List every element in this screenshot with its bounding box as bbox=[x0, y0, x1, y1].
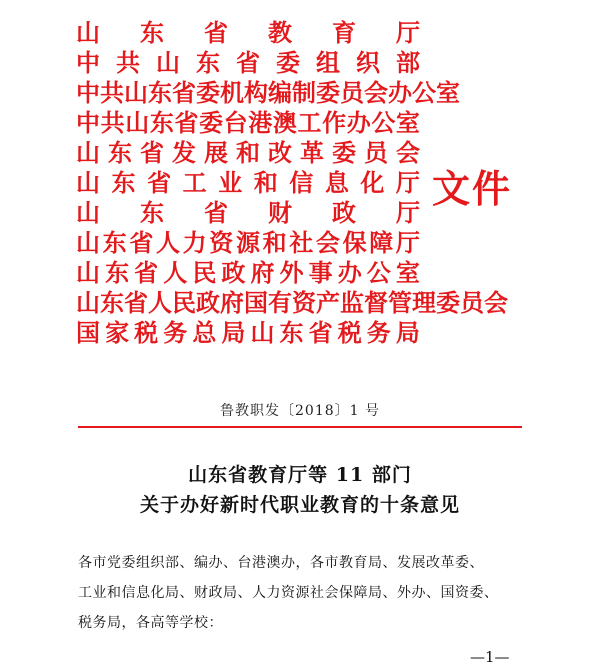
issuer-char: 省 bbox=[147, 168, 172, 197]
issuer-char: 山 bbox=[76, 198, 100, 227]
issuer-char: 山 bbox=[76, 138, 100, 167]
issuer-char: 管 bbox=[388, 288, 412, 317]
issuer-char: 东 bbox=[140, 198, 164, 227]
issuer-char: 东 bbox=[196, 48, 220, 77]
issuer-char: 改 bbox=[268, 138, 292, 167]
issuer-line bbox=[76, 48, 420, 78]
issuer-char: 会 bbox=[315, 228, 340, 257]
issuer-char: 山 bbox=[76, 18, 100, 47]
issuer-line bbox=[76, 198, 420, 228]
issuer-char: 办 bbox=[346, 108, 371, 137]
issuer-char: 事 bbox=[308, 258, 333, 287]
issuer-char: 总 bbox=[192, 318, 217, 347]
issuer-line bbox=[76, 168, 420, 198]
document-title-line-2: 关于办好新时代职业教育的十条意见 bbox=[139, 494, 460, 516]
issuer-char: 人 bbox=[148, 288, 172, 317]
issuer-char: 公 bbox=[366, 258, 391, 287]
issuer-char: 东 bbox=[149, 108, 174, 137]
issuer-char: 财 bbox=[268, 198, 292, 227]
salutation bbox=[78, 548, 528, 638]
issuer-char: 公 bbox=[412, 78, 436, 107]
issuer-char: 展 bbox=[204, 138, 228, 167]
issuer-char: 省 bbox=[172, 78, 196, 107]
issuer-char: 室 bbox=[436, 78, 460, 107]
issuer-char: 人 bbox=[155, 228, 180, 257]
issuer-char: 会 bbox=[364, 78, 388, 107]
issuer-char: 员 bbox=[460, 288, 484, 317]
issuer-char: 东 bbox=[100, 288, 124, 317]
issuer-line bbox=[76, 228, 420, 258]
issuer-char: 教 bbox=[268, 18, 292, 47]
issuer-char: 家 bbox=[105, 318, 130, 347]
document-suffix: 文件 bbox=[432, 166, 513, 211]
issuer-line bbox=[76, 78, 460, 108]
issuer-char: 厅 bbox=[396, 198, 420, 227]
issuer-line bbox=[76, 258, 420, 288]
issuer-char: 局 bbox=[395, 318, 420, 347]
issuer-char: 东 bbox=[111, 168, 136, 197]
issuer-char: 委 bbox=[199, 108, 224, 137]
issuer-char: 构 bbox=[244, 78, 268, 107]
issuer-char: 业 bbox=[218, 168, 243, 197]
issuer-char: 东 bbox=[279, 318, 304, 347]
issuer-char: 政 bbox=[221, 258, 246, 287]
issuer-char: 国 bbox=[244, 288, 268, 317]
issuer-char: 室 bbox=[395, 258, 420, 287]
issuer-char: 厅 bbox=[396, 18, 420, 47]
issuer-char: 监 bbox=[340, 288, 364, 317]
issuer-char: 保 bbox=[342, 228, 367, 257]
issuer-char: 省 bbox=[236, 48, 260, 77]
issuer-char: 办 bbox=[337, 258, 362, 287]
issuer-char: 东 bbox=[105, 258, 130, 287]
issuer-char: 税 bbox=[134, 318, 159, 347]
issuer-char: 省 bbox=[204, 18, 228, 47]
issuer-char: 机 bbox=[220, 78, 244, 107]
issuer-char: 委 bbox=[316, 78, 340, 107]
issuer-char: 织 bbox=[356, 48, 380, 77]
document-number: 鲁教职发〔2018〕1 号 bbox=[220, 403, 380, 419]
issuer-char: 和 bbox=[262, 228, 287, 257]
salutation-line: 各市党委组织部、编办、台港澳办，各市教育局、发展改革委、 bbox=[78, 555, 484, 571]
issuer-char: 政 bbox=[196, 288, 220, 317]
issuer-char: 国 bbox=[76, 318, 100, 347]
issuer-char: 息 bbox=[324, 168, 349, 197]
issuer-line bbox=[76, 138, 420, 168]
issuer-char: 委 bbox=[276, 48, 300, 77]
issuer-char: 省 bbox=[124, 288, 148, 317]
issuer-char: 编 bbox=[268, 78, 292, 107]
issuer-char: 作 bbox=[322, 108, 347, 137]
issuer-char: 会 bbox=[396, 138, 420, 167]
issuer-char: 信 bbox=[289, 168, 314, 197]
issuer-char: 东 bbox=[102, 228, 127, 257]
issuer-char: 资 bbox=[292, 288, 316, 317]
issuer-char: 人 bbox=[163, 258, 188, 287]
issuer-char: 和 bbox=[253, 168, 278, 197]
issuer-line bbox=[76, 108, 420, 138]
issuer-char: 山 bbox=[124, 78, 148, 107]
issuer-char: 港 bbox=[248, 108, 273, 137]
issuer-char: 力 bbox=[182, 228, 207, 257]
issuer-char: 部 bbox=[396, 48, 420, 77]
issuer-char: 产 bbox=[316, 288, 340, 317]
issuer-char: 理 bbox=[412, 288, 436, 317]
issuer-char: 中 bbox=[76, 108, 100, 137]
issuer-char: 制 bbox=[292, 78, 316, 107]
issuer-char: 府 bbox=[220, 288, 244, 317]
issuer-char: 资 bbox=[209, 228, 234, 257]
issuer-char: 山 bbox=[76, 288, 100, 317]
issuer-char: 政 bbox=[332, 198, 356, 227]
issuer-char: 共 bbox=[116, 48, 140, 77]
issuer-line bbox=[76, 18, 420, 48]
issuer-char: 民 bbox=[192, 258, 217, 287]
issuer-char: 澳 bbox=[272, 108, 297, 137]
salutation-line: 税务局，各高等学校： bbox=[78, 615, 223, 631]
issuer-char: 山 bbox=[76, 228, 100, 257]
issuer-char: 中 bbox=[76, 48, 100, 77]
issuer-char: 省 bbox=[134, 258, 159, 287]
issuer-char: 社 bbox=[289, 228, 314, 257]
issuer-char: 委 bbox=[436, 288, 460, 317]
issuer-char: 源 bbox=[235, 228, 260, 257]
issuer-char: 育 bbox=[332, 18, 356, 47]
issuer-char: 组 bbox=[316, 48, 340, 77]
issuer-char: 共 bbox=[100, 78, 124, 107]
issuer-char: 员 bbox=[364, 138, 388, 167]
issuer-line bbox=[76, 288, 508, 318]
issuer-char: 和 bbox=[236, 138, 260, 167]
issuer-char: 山 bbox=[76, 168, 100, 197]
issuer-char: 东 bbox=[140, 18, 164, 47]
issuer-char: 山 bbox=[125, 108, 150, 137]
issuer-char: 工 bbox=[297, 108, 322, 137]
issuer-char: 民 bbox=[172, 288, 196, 317]
issuer-char: 发 bbox=[172, 138, 196, 167]
issuer-char: 省 bbox=[204, 198, 228, 227]
issuer-char: 化 bbox=[360, 168, 385, 197]
issuer-char: 会 bbox=[484, 288, 508, 317]
salutation-line: 工业和信息化局、财政局、人力资源社会保障局、外办、国资委、 bbox=[78, 585, 499, 601]
issuer-char: 厅 bbox=[395, 228, 420, 257]
document-title-line-1: 山东省教育厅等 11 部门 bbox=[188, 464, 412, 486]
issuer-char: 府 bbox=[250, 258, 275, 287]
issuer-char: 外 bbox=[279, 258, 304, 287]
issuer-char: 省 bbox=[174, 108, 199, 137]
page-number: —1— bbox=[470, 648, 510, 666]
issuer-char: 山 bbox=[76, 258, 100, 287]
issuer-line bbox=[76, 318, 420, 348]
issuer-char: 山 bbox=[156, 48, 180, 77]
issuer-char: 省 bbox=[308, 318, 333, 347]
issuer-char: 委 bbox=[332, 138, 356, 167]
issuer-char: 办 bbox=[388, 78, 412, 107]
issuer-char: 税 bbox=[337, 318, 362, 347]
issuer-char: 委 bbox=[196, 78, 220, 107]
issuer-char: 工 bbox=[182, 168, 207, 197]
issuer-char: 务 bbox=[366, 318, 391, 347]
issuer-char: 督 bbox=[364, 288, 388, 317]
red-divider bbox=[78, 426, 522, 428]
issuer-char: 山 bbox=[250, 318, 275, 347]
issuer-char: 东 bbox=[148, 78, 172, 107]
issuer-char: 共 bbox=[100, 108, 125, 137]
issuer-char: 室 bbox=[395, 108, 420, 137]
issuer-char: 革 bbox=[300, 138, 324, 167]
issuer-char: 东 bbox=[108, 138, 132, 167]
issuer-char: 中 bbox=[76, 78, 100, 107]
issuer-char: 省 bbox=[129, 228, 154, 257]
issuer-char: 务 bbox=[163, 318, 188, 347]
issuer-char: 厅 bbox=[395, 168, 420, 197]
issuer-char: 有 bbox=[268, 288, 292, 317]
issuer-char: 员 bbox=[340, 78, 364, 107]
issuer-char: 省 bbox=[140, 138, 164, 167]
issuer-char: 公 bbox=[371, 108, 396, 137]
issuer-char: 台 bbox=[223, 108, 248, 137]
issuer-char: 障 bbox=[369, 228, 394, 257]
issuer-char: 局 bbox=[221, 318, 246, 347]
